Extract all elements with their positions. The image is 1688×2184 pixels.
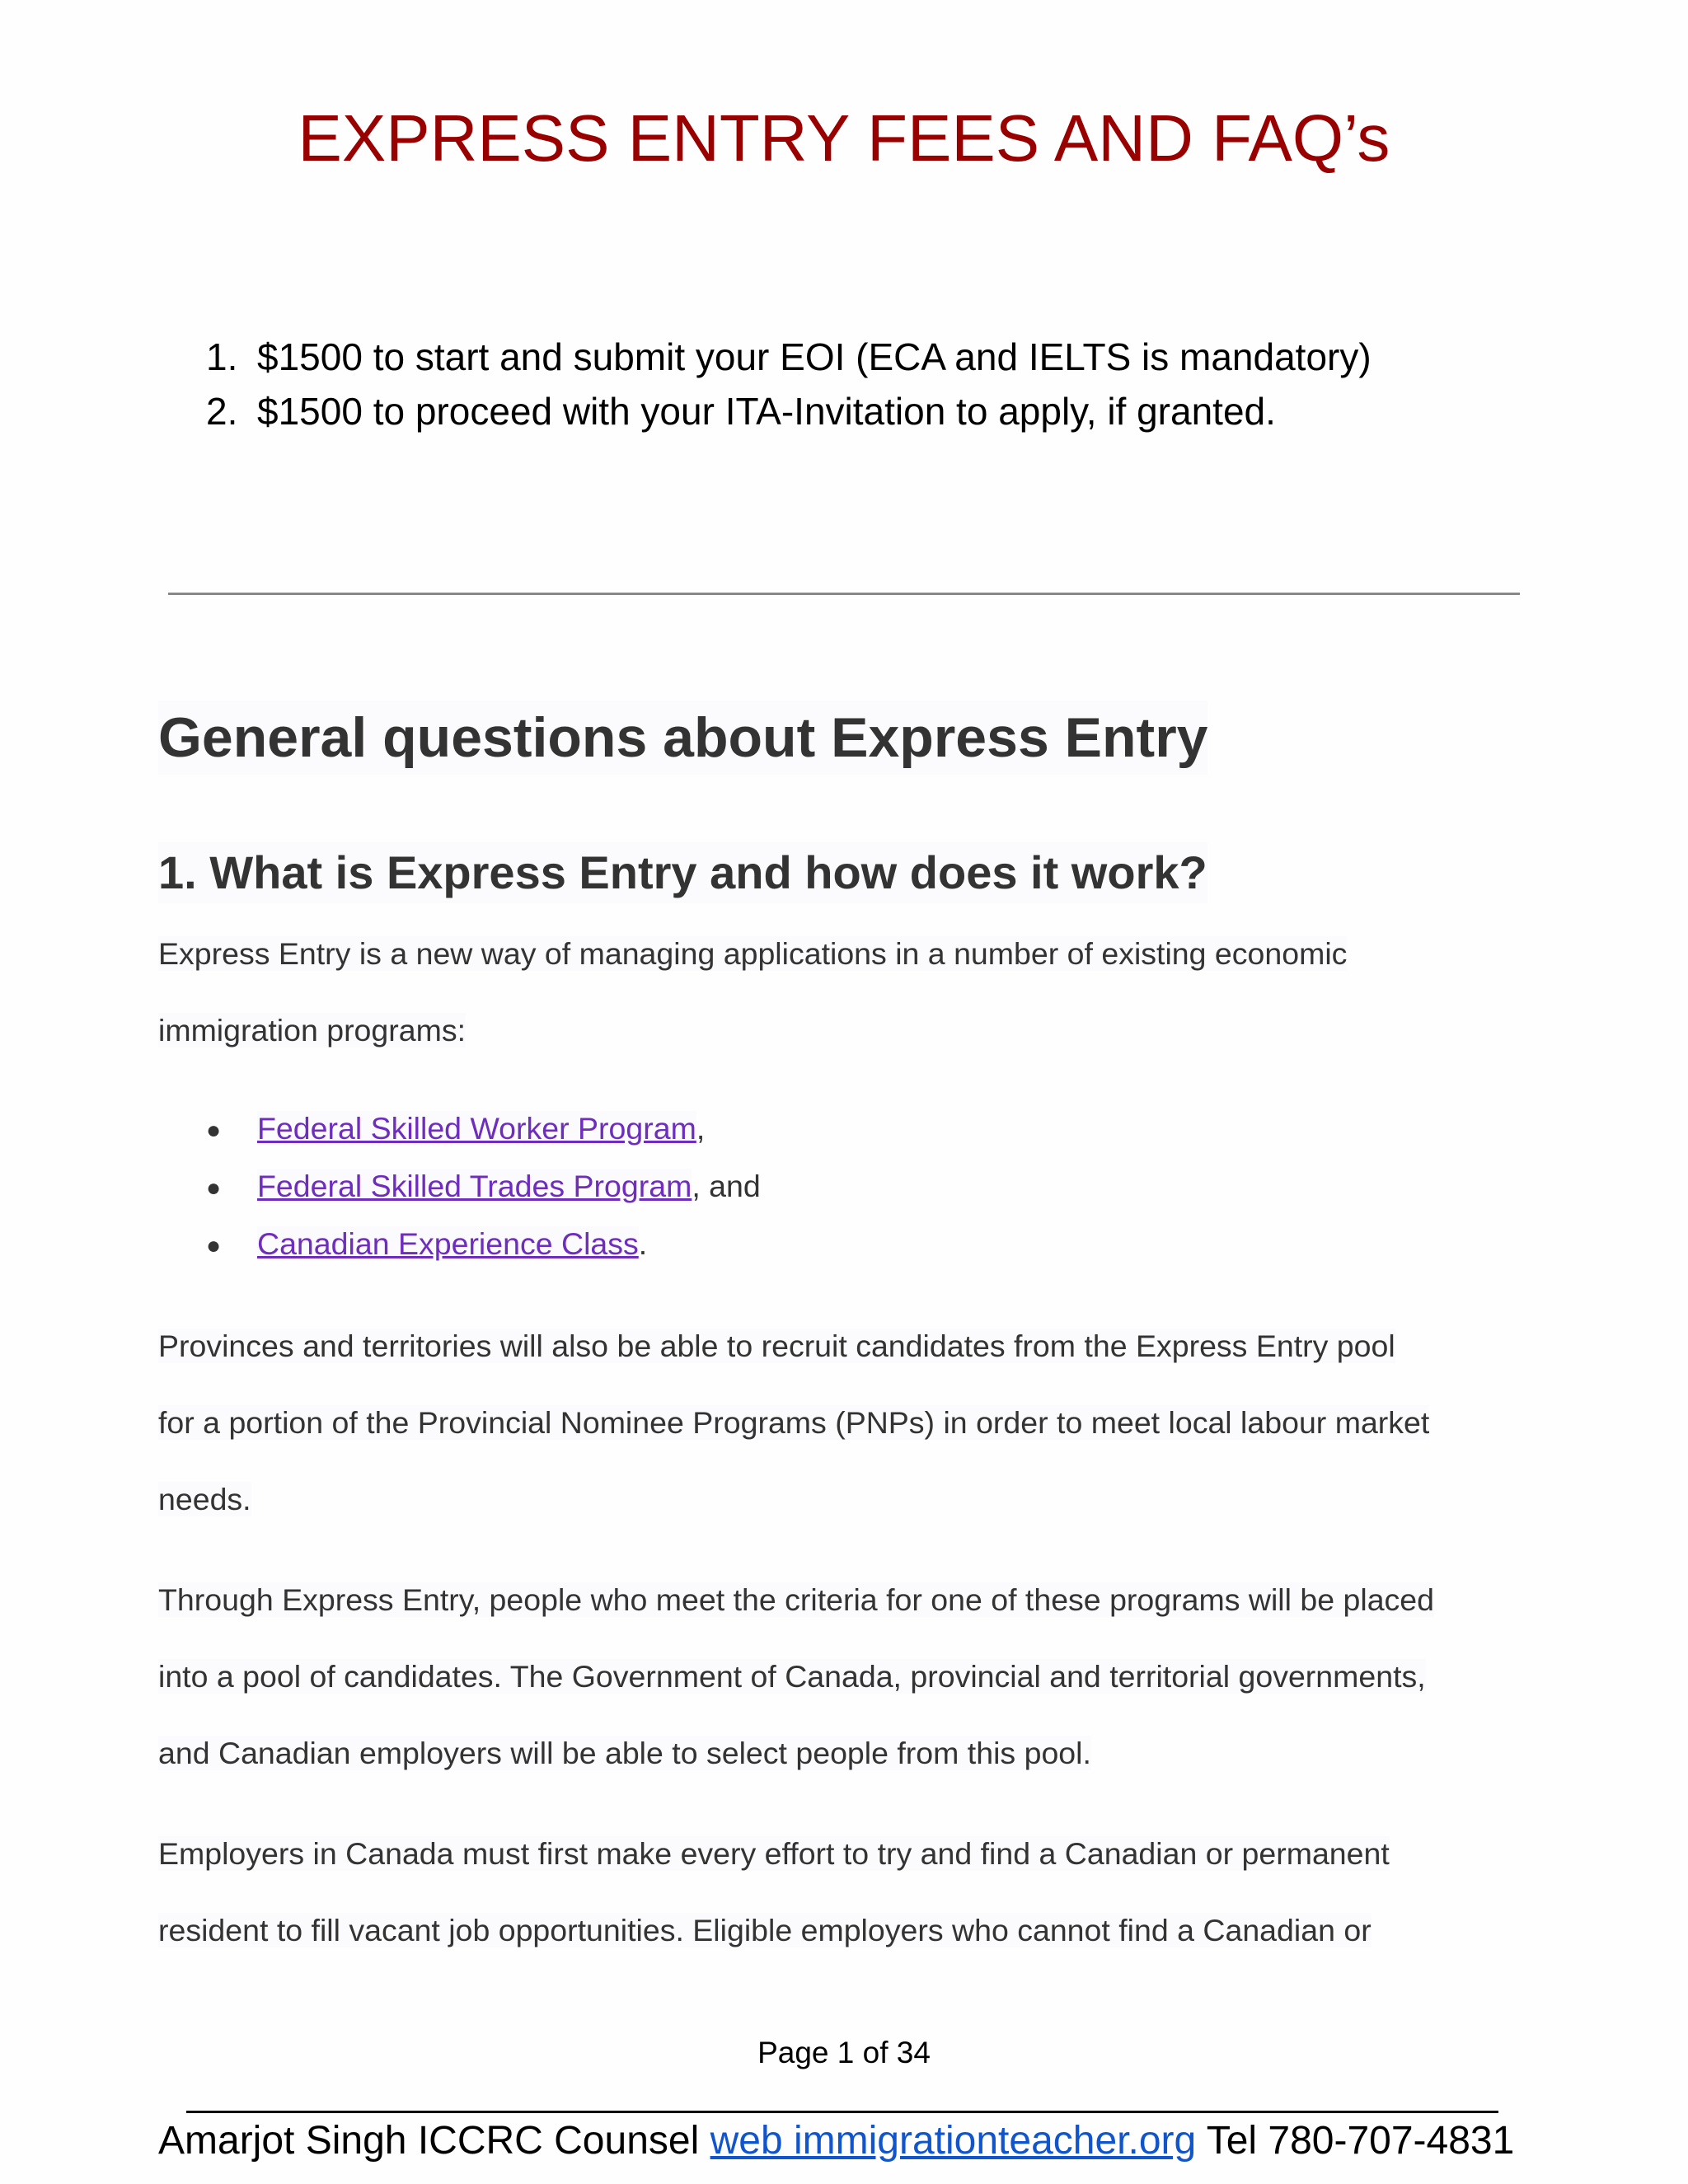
paragraph-line: Through Express Entry, people who meet the criteria for one of these programs will be placed (158, 1582, 1435, 1617)
provinces-paragraph (158, 1308, 1543, 1538)
footer-divider (186, 2111, 1498, 2113)
paragraph-line: resident to fill vacant job opportunities. Eligible employers who cannot find a Canadian or (158, 1913, 1372, 1947)
paragraph-line: for a portion of the Provincial Nominee Programs (PNPs) in order to meet local labour market (158, 1405, 1430, 1440)
list-item (206, 1215, 761, 1272)
bullet-icon: ● (206, 1232, 222, 1260)
fee-text: $1500 to proceed with your ITA-Invitation to apply, if granted. (257, 390, 1276, 433)
footer-name: Amarjot Singh ICCRC Counsel (158, 2119, 710, 2163)
programs-list (206, 1099, 761, 1272)
fee-number: 2. (206, 390, 238, 433)
bullet-icon: ● (206, 1117, 222, 1145)
question-heading: 1. What is Express Entry and how does it work? (158, 842, 1207, 903)
paragraph-line: into a pool of candidates. The Government of Canada, provincial and territorial governments, (158, 1659, 1426, 1694)
paragraph-line: immigration programs: (158, 1013, 467, 1047)
horizontal-divider (168, 593, 1520, 595)
federal-skilled-trades-link[interactable]: Federal Skilled Trades Program (257, 1169, 692, 1203)
document-title: EXPRESS ENTRY FEES AND FAQ’s (298, 101, 1390, 175)
list-item-suffix: . (638, 1226, 648, 1261)
footer-phone: Tel 780-707-4831 (1196, 2119, 1515, 2163)
paragraph-line: Employers in Canada must first make every effort to try and find a Canadian or permanent (158, 1836, 1390, 1871)
intro-paragraph (158, 916, 1543, 1069)
paragraph-line: and Canadian employers will be able to select people from this pool. (158, 1736, 1091, 1770)
list-item (206, 1099, 761, 1157)
employers-paragraph (158, 1816, 1543, 1969)
canadian-experience-class-link[interactable]: Canadian Experience Class (257, 1226, 639, 1261)
list-item-suffix: , (696, 1111, 706, 1146)
list-item (206, 1157, 761, 1215)
list-item-suffix: , and (692, 1169, 761, 1203)
fee-number: 1. (206, 335, 238, 378)
section-heading: General questions about Express Entry (158, 701, 1207, 775)
federal-skilled-worker-link[interactable]: Federal Skilled Worker Program (257, 1111, 696, 1146)
fees-list (206, 330, 1372, 438)
bullet-icon: ● (206, 1174, 222, 1202)
fee-text: $1500 to start and submit your EOI (ECA and IELTS is mandatory) (257, 335, 1372, 378)
website-link[interactable]: web immigrationteacher.org (710, 2119, 1197, 2163)
pool-paragraph (158, 1562, 1543, 1792)
paragraph-line: Provinces and territories will also be able to recruit candidates from the Express Entry pool (158, 1329, 1395, 1363)
page-number: Page 1 of 34 (757, 2036, 931, 2069)
fee-item (206, 384, 1372, 438)
paragraph-line: Express Entry is a new way of managing applications in a number of existing economic (158, 936, 1348, 971)
footer (158, 2115, 1514, 2168)
fee-item (206, 330, 1372, 384)
paragraph-line: needs. (158, 1482, 251, 1516)
